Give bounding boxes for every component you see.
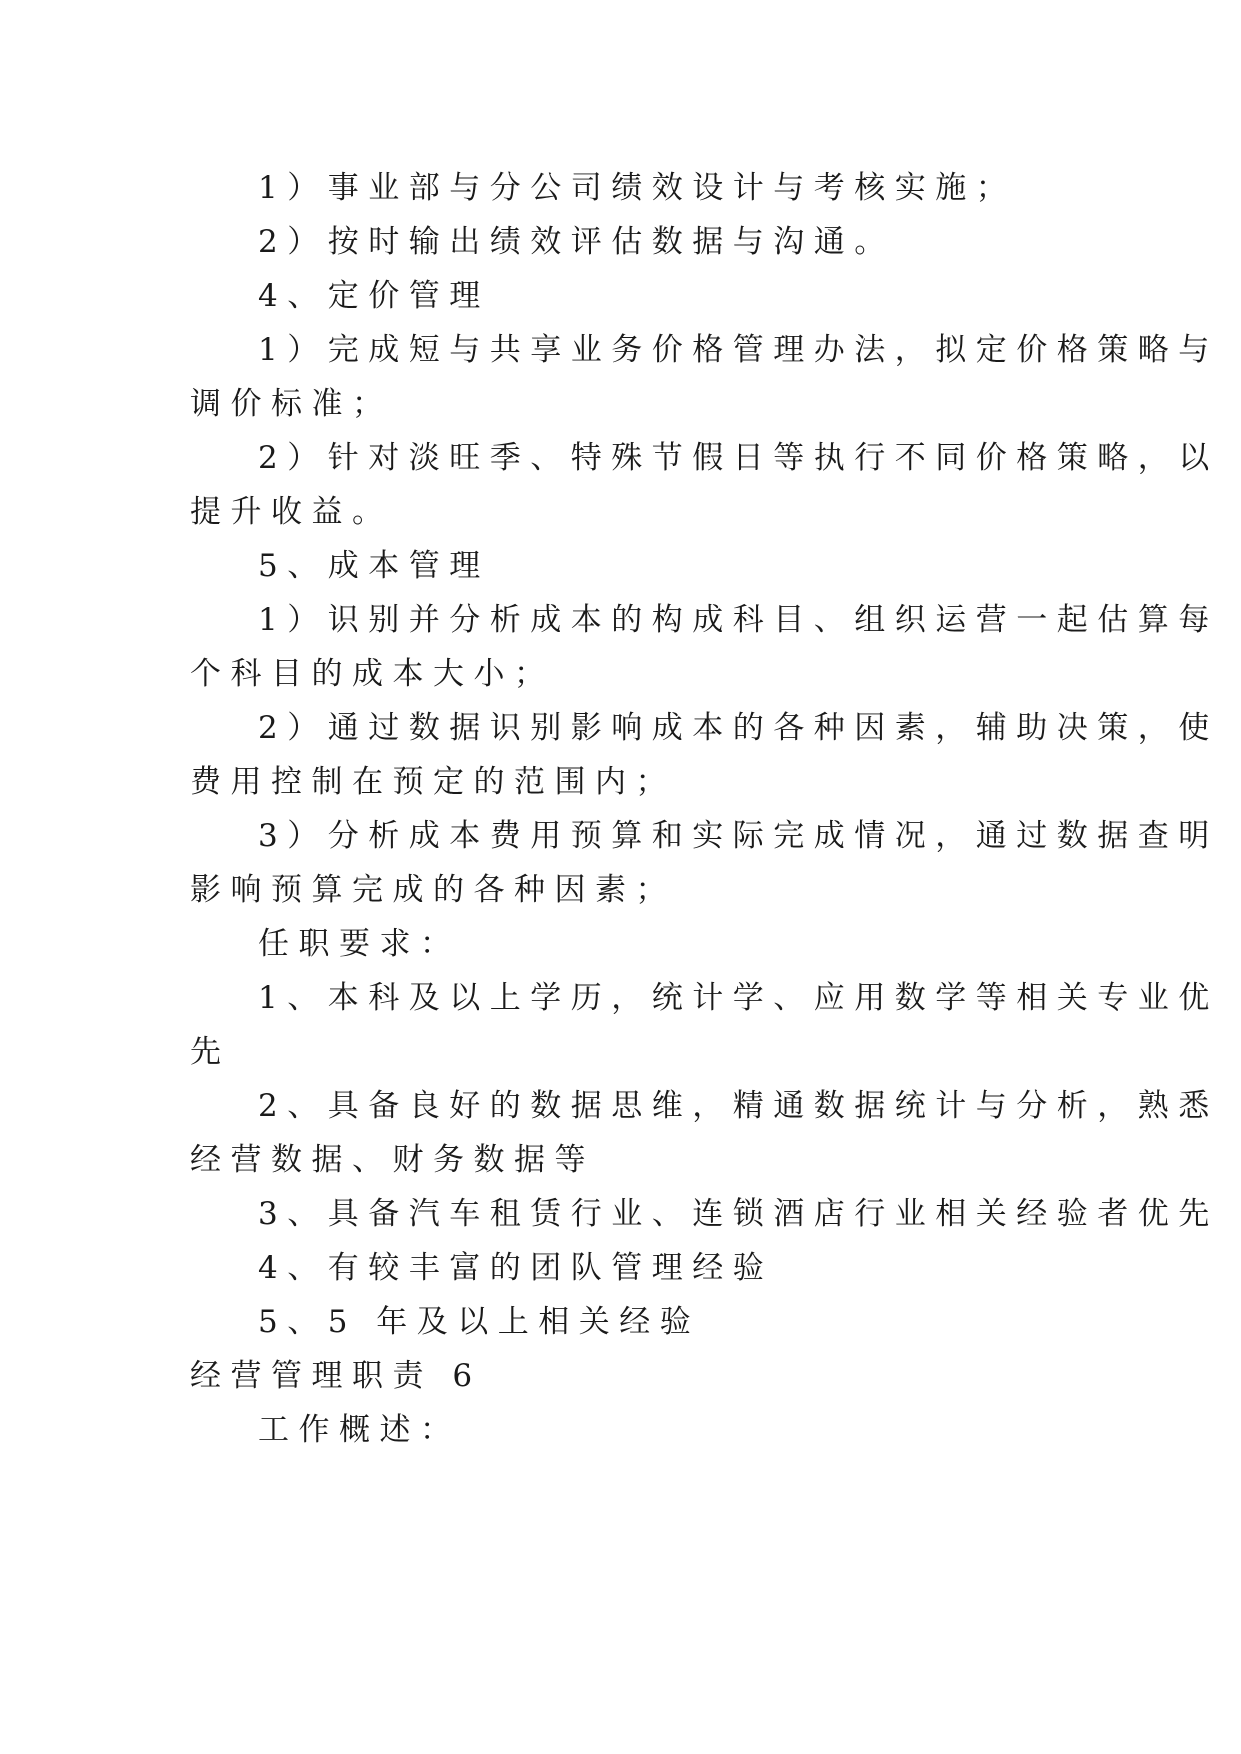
paragraph-line: 2）通过数据识别影响成本的各种因素，辅助决策，使 [258, 710, 1219, 746]
paragraph-line: 1）事业部与分公司绩效设计与考核实施； [258, 170, 1017, 206]
paragraph-line: 4、有较丰富的团队管理经验 [258, 1250, 774, 1286]
paragraph-line: 3、具备汽车租赁行业、连锁酒店行业相关经验者优先 [258, 1196, 1219, 1232]
paragraph-line: 2）针对淡旺季、特殊节假日等执行不同价格策略，以 [258, 440, 1219, 476]
paragraph-line: 费用控制在预定的范围内； [190, 764, 676, 800]
paragraph-line: 影响预算完成的各种因素； [190, 872, 676, 908]
paragraph-line: 2、具备良好的数据思维，精通数据统计与分析，熟悉 [258, 1088, 1219, 1124]
paragraph-line: 1、本科及以上学历，统计学、应用数学等相关专业优 [258, 980, 1219, 1016]
paragraph-line: 5、5 年及以上相关经验 [258, 1304, 701, 1340]
section-heading: 任职要求： [258, 926, 461, 962]
section-heading: 工作概述： [258, 1412, 461, 1448]
paragraph-line: 个科目的成本大小； [190, 656, 555, 692]
paragraph-line: 调价标准； [190, 386, 393, 422]
paragraph-line: 提升收益。 [190, 494, 393, 530]
paragraph-line: 经营数据、财务数据等 [190, 1142, 595, 1178]
section-heading: 4、定价管理 [258, 278, 490, 314]
paragraph-line: 2）按时输出绩效评估数据与沟通。 [258, 224, 895, 260]
paragraph-line: 3）分析成本费用预算和实际完成情况，通过数据查明 [258, 818, 1219, 854]
paragraph-line: 1）识别并分析成本的构成科目、组织运营一起估算每 [258, 602, 1219, 638]
chapter-heading: 经营管理职责 6 [190, 1358, 482, 1394]
paragraph-line: 先 [190, 1034, 231, 1070]
section-heading: 5、成本管理 [258, 548, 490, 584]
paragraph-line: 1）完成短与共享业务价格管理办法，拟定价格策略与 [258, 332, 1219, 368]
